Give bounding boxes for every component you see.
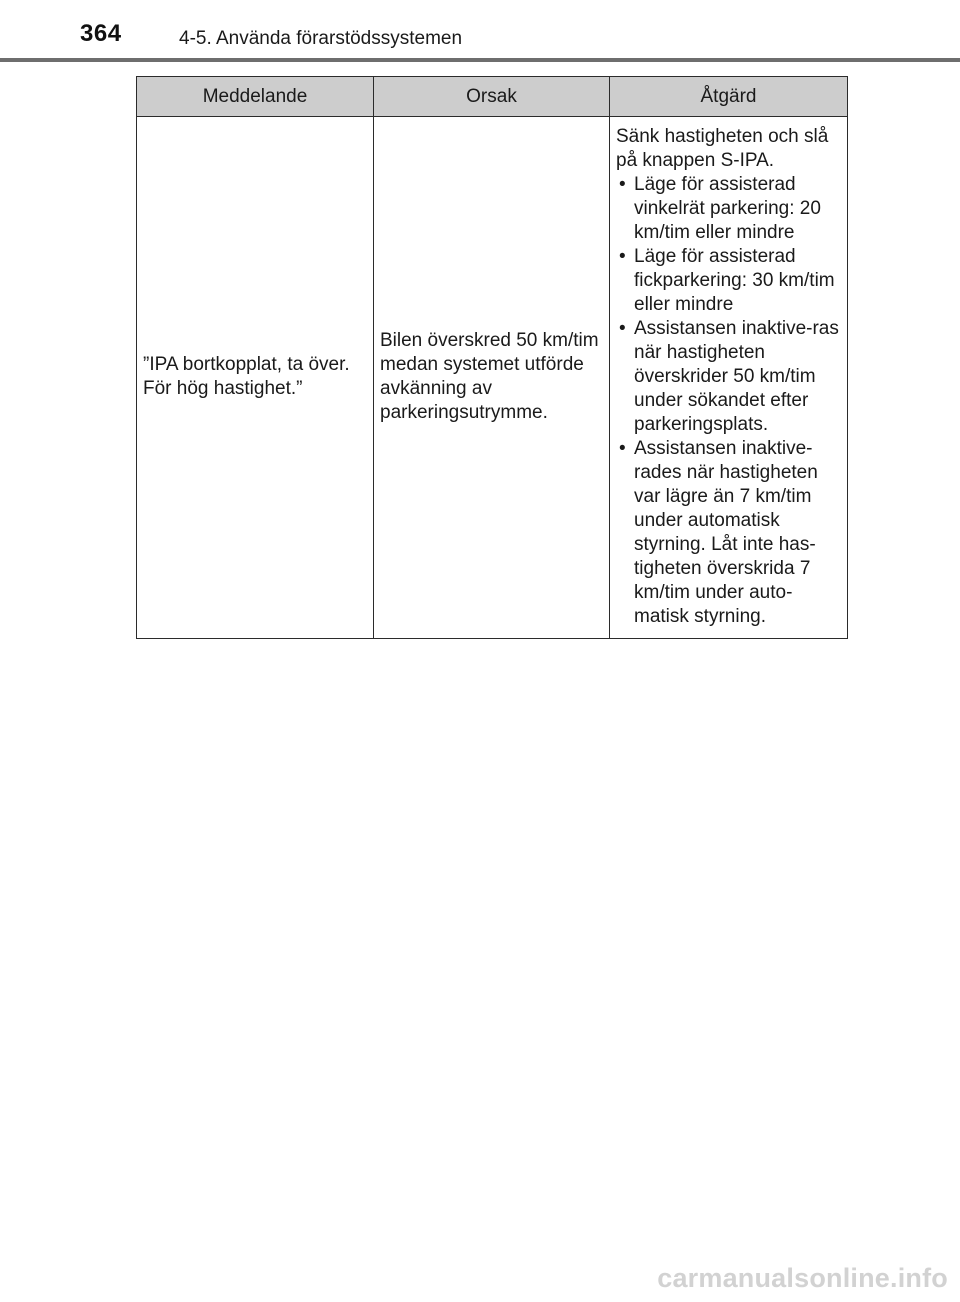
bullet-icon: • — [619, 174, 626, 195]
cause-cell: Bilen överskred 50 km/tim medan systemet utförde avkänning av parkeringsutrymme. — [374, 117, 610, 639]
table-row — [137, 117, 848, 639]
list-item — [616, 317, 841, 437]
message-table — [136, 76, 848, 639]
message-cell: ”IPA bortkopplat, ta över. För hög hastighet.” — [137, 117, 374, 639]
action-intro: Sänk hastigheten och slå på knappen S-IPA. — [616, 126, 829, 171]
list-item-text: Assistansen inaktive-ras när hastigheten överskrider 50 km/tim under sökandet efter parkeringsplats. — [634, 318, 839, 435]
column-header-message: Meddelande — [137, 77, 374, 117]
table-header-row — [137, 77, 848, 117]
column-header-action: Åtgärd — [610, 77, 848, 117]
watermark: carmanualsonline.info — [657, 1263, 948, 1293]
header-divider — [0, 58, 960, 62]
list-item-text: Läge för assisterad vinkelrät parkering: 20 km/tim eller mindre — [634, 174, 821, 243]
page-number: 364 — [80, 20, 122, 47]
list-item-text: Assistansen inaktive-rades när hastigheten var lägre än 7 km/tim under automatisk styrning. Låt inte has-tigheten överskrida 7 km/tim under auto-matisk styrning. — [634, 438, 818, 627]
column-header-cause: Orsak — [374, 77, 610, 117]
bullet-icon: • — [619, 246, 626, 267]
action-list — [616, 173, 841, 629]
list-item-text: Läge för assisterad fickparkering: 30 km/tim eller mindre — [634, 246, 835, 315]
bullet-icon: • — [619, 438, 626, 459]
list-item — [616, 173, 841, 245]
action-cell — [610, 117, 848, 639]
section-title: 4-5. Använda förarstödssystemen — [179, 28, 463, 49]
list-item — [616, 437, 841, 629]
page-header — [0, 0, 960, 62]
bullet-icon: • — [619, 318, 626, 339]
list-item — [616, 245, 841, 317]
